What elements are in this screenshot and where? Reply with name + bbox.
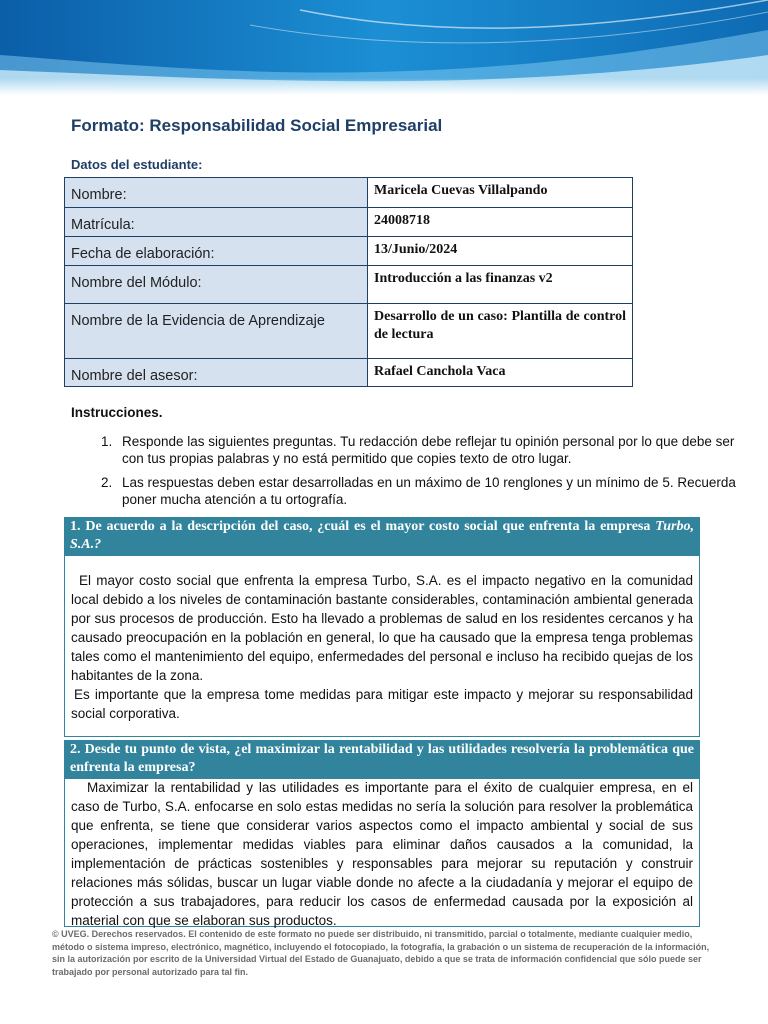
table-row (65, 266, 633, 304)
instructions-heading: Instrucciones. (71, 405, 163, 420)
student-data-heading: Datos del estudiante: (71, 157, 203, 172)
answer-paragraph: Maximizar la rentabilidad y las utilidades es importante para el éxito de cualquier empresa, en el caso de Turbo, S.A. enfocarse en solo estas medidas no sería la solución para resolver la problemática que enfrenta, se tiene que considerar varios aspectos como el impacto ambiental y social de sus operaciones, implementar medidas viables para eliminar daños causados a la comunidad, la implementación de prácticas sostenibles y responsables para mejorar su reputación y construir relaciones más sólidas, buscar un lugar viable donde no afecte a la ciudadanía y mejorar el equipo de protección a sus trabajadores, para reducir los casos de enfermedad causada por la exposición al material con que se elaboran sus productos. (71, 780, 693, 928)
student-info-table (64, 177, 633, 387)
list-item: 2. Las respuestas deben estar desarrolladas en un máximo de 10 renglones y un mínimo de 5. Recuerda poner mucha atención a tu ortografía. (116, 474, 736, 508)
label-cell: Nombre del Módulo: (65, 266, 368, 304)
header-banner (0, 0, 768, 95)
question-2-header (64, 740, 700, 779)
table-row (65, 178, 633, 208)
label-cell: Nombre: (65, 178, 368, 208)
label-cell: Nombre de la Evidencia de Aprendizaje (65, 304, 368, 359)
list-item: 1. Responde las siguientes preguntas. Tu redacción debe reflejar tu opinión personal por lo que debe ser con tus propias palabras y no está permitido que copies texto de otro lugar. (116, 433, 736, 467)
table-row (65, 304, 633, 359)
answer-1 (64, 555, 700, 737)
answer-2 (64, 777, 700, 927)
table-row (65, 237, 633, 266)
page-title: Formato: Responsabilidad Social Empresarial (71, 116, 443, 135)
answer-paragraph: El mayor costo social que enfrenta la empresa Turbo, S.A. es el impacto negativo en la comunidad local debido a los niveles de contaminación bastante considerables, contaminación ambiental generada por sus procesos de producción. Esto ha llevado a problemas de salud en los residentes cercanos y ha causado preocupación en la población en general, lo que ha causado que la empresa tenga problemas tales como el mantenimiento del equipo, enfermedades del personal e incluso ha recibido quejas de los habitantes de la zona. (71, 573, 693, 683)
value-cell: 24008718 (368, 208, 633, 237)
question-1-header (64, 517, 700, 556)
value-cell: Maricela Cuevas Villalpando (368, 178, 633, 208)
value-cell: Desarrollo de un caso: Plantilla de control de lectura (368, 304, 633, 359)
table-row (65, 359, 633, 387)
question-text: 1. De acuerdo a la descripción del caso, ¿cuál es el mayor costo social que enfrenta la empresa (70, 519, 651, 534)
label-cell: Nombre del asesor: (65, 359, 368, 387)
label-cell: Matrícula: (65, 208, 368, 237)
question-text: 2. Desde tu punto de vista, ¿el maximizar la rentabilidad y las utilidades resolvería la problemática que enfrenta la empresa? (70, 742, 694, 775)
wave-graphic (0, 0, 768, 95)
question-company: Turbo, S.A.? (70, 519, 695, 552)
value-cell: Rafael Canchola Vaca (368, 359, 633, 387)
copyright-footer: © UVEG. Derechos reservados. El contenido de este formato no puede ser distribuido, ni transmitido, parcial o totalmente, mediante cualquier medio, método o sistema impreso, electrónico, magnético, incluyendo el fotocopiado, la fotografía, la grabación o un sistema de recuperación de la información, sin la autorización por escrito de la Universidad Virtual del Estado de Guanajuato, debido a que se trata de información confidencial que sólo puede ser trabajado por personal autorizado para tal fin. (52, 929, 710, 977)
value-cell: Introducción a las finanzas v2 (368, 266, 633, 304)
answer-paragraph: Es importante que la empresa tome medidas para mitigar este impacto y mejorar su responsabilidad social corporativa. (71, 687, 693, 721)
instructions-list (71, 433, 736, 515)
table-row (65, 208, 633, 237)
value-cell: 13/Junio/2024 (368, 237, 633, 266)
label-cell: Fecha de elaboración: (65, 237, 368, 266)
